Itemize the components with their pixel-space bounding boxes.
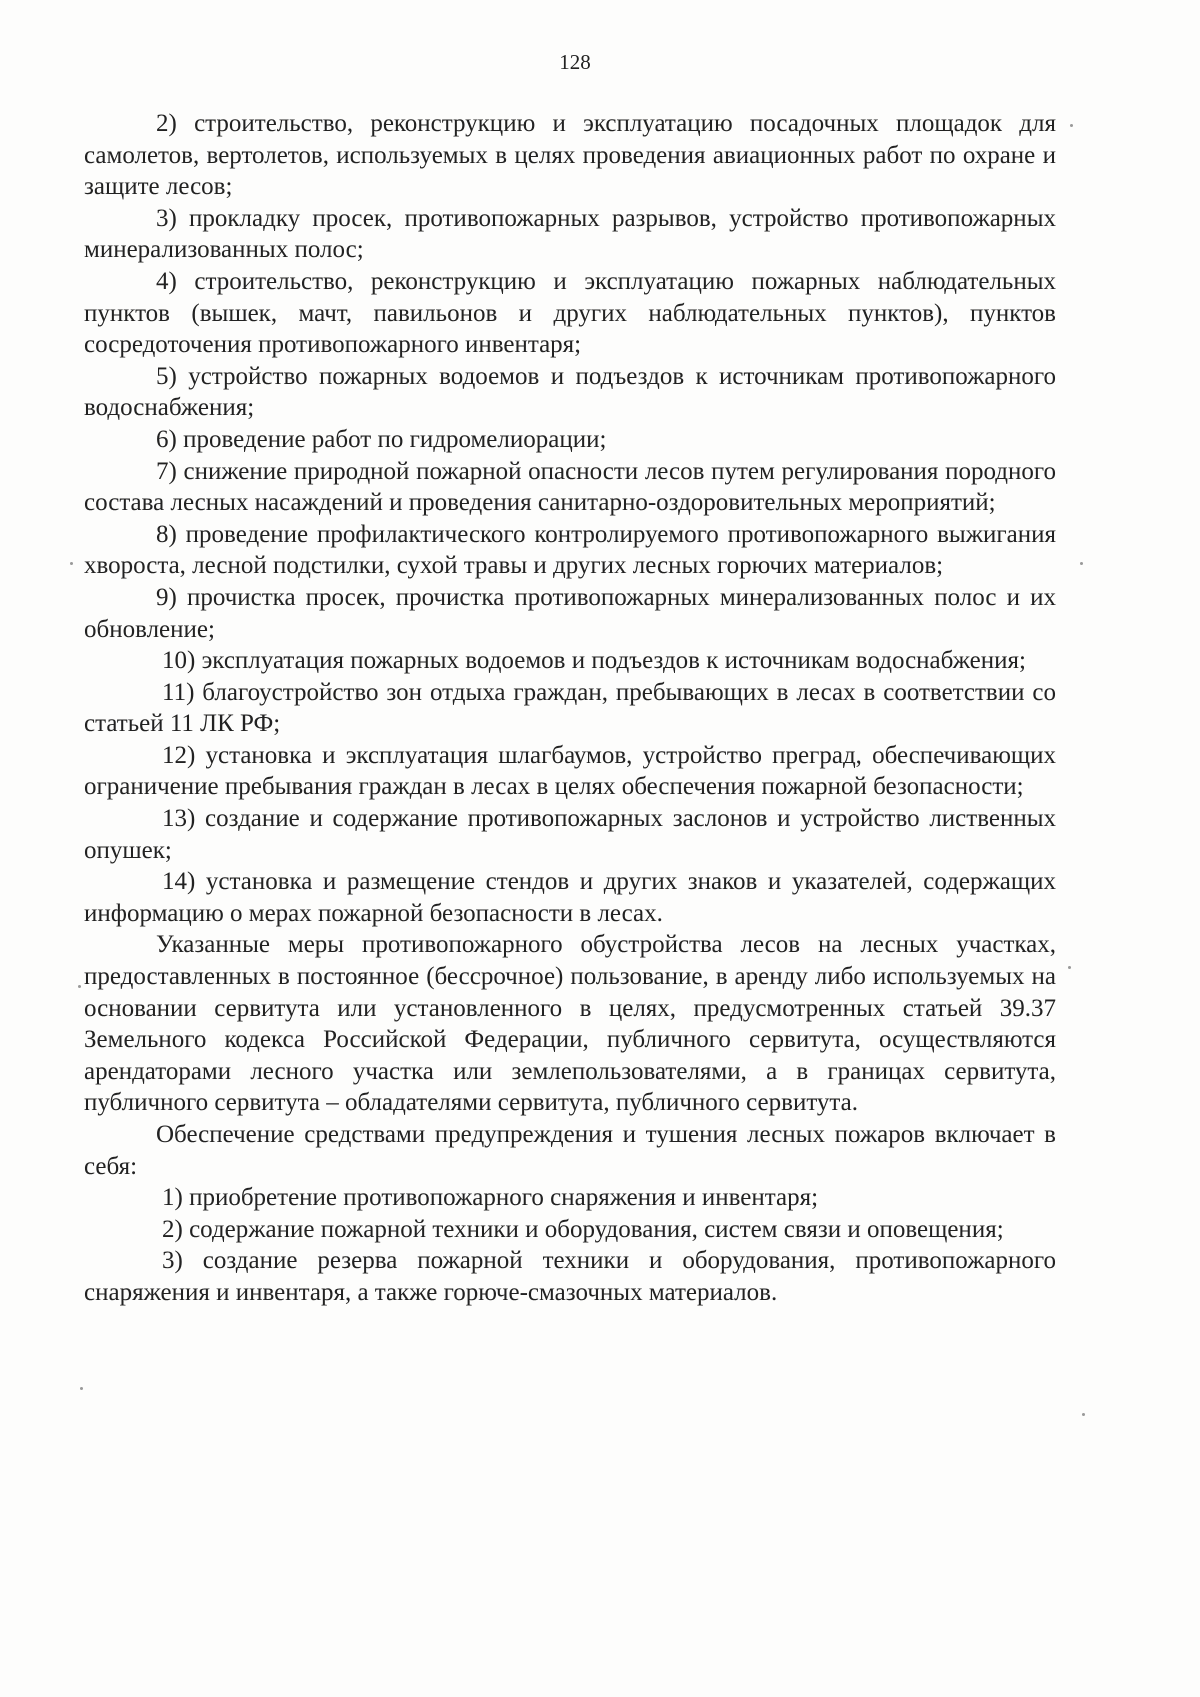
means-item-2: 2) содержание пожарной техники и оборудования, систем связи и оповещения; [162,1215,1004,1243]
list-item-7: 7) снижение природной пожарной опасности лесов путем регулирования породного состава лесных насаждений и проведения санитарно-оздоровительных мероприятий; [84,457,1056,517]
means-item-3: 3) создание резерва пожарной техники и оборудования, противопожарного снаряжения и инвентаря, а также горюче-смазочных материалов. [84,1247,1056,1306]
list-item-6: 6) проведение работ по гидромелиорации; [156,425,607,453]
page-number: 128 [559,50,591,74]
list-item-10: 10) эксплуатация пожарных водоемов и подъездов к источникам водоснабжения; [162,647,1026,675]
scan-speck [70,562,73,565]
paragraph-provision-means: Обеспечение средствами предупреждения и тушения лесных пожаров включает в себя: [84,1121,1056,1180]
list-item-3: 3) прокладку просек, противопожарных разрывов, устройство противопожарных минерализованных полос; [84,204,1056,264]
list-item-14: 14) установка и размещение стендов и других знаков и указателей, содержащих информацию о мерах пожарной безопасности в лесах. [84,868,1056,927]
scan-speck [78,985,81,988]
paragraph-arrangement-measures: Указанные меры противопожарного обустройства лесов на лесных участках, предоставленных в постоянное (бессрочное) пользование, в аренду либо используемых на основании сервитута или установленного в целях, предусмотренных статьей 39.37 Земельного кодекса Российской Федерации, публичного сервитута, осуществляются арендаторами лесного участка или землепользователями, а в границах сервитута, публичного сервитута – обладателями сервитута, публичного сервитута. [84,931,1056,1117]
scan-speck [1068,966,1071,969]
scan-speck [80,1387,83,1390]
scan-speck [1070,124,1073,127]
scan-speck [1082,1413,1085,1416]
list-item-12: 12) установка и эксплуатация шлагбаумов, устройство преград, обеспечивающих ограничение пребывания граждан в лесах в целях обеспечения пожарной безопасности; [84,741,1056,801]
document-body [84,108,1056,1309]
list-item-2: 2) строительство, реконструкцию и эксплуатацию посадочных площадок для самолетов, вертолетов, используемых в целях проведения авиационных работ по охране и защите лесов; [84,110,1056,201]
list-item-13: 13) создание и содержание противопожарных заслонов и устройство лиственных опушек; [84,805,1056,864]
scan-speck [1080,562,1083,565]
list-item-5: 5) устройство пожарных водоемов и подъездов к источникам противопожарного водоснабжения; [84,362,1056,422]
list-item-9: 9) прочистка просек, прочистка противопожарных минерализованных полос и их обновление; [84,583,1056,643]
means-item-1: 1) приобретение противопожарного снаряжения и инвентаря; [162,1184,819,1212]
list-item-4: 4) строительство, реконструкцию и эксплуатацию пожарных наблюдательных пунктов (вышек, мачт, павильонов и других наблюдательных пунктов), пунктов сосредоточения противопожарного инвентаря; [84,267,1056,359]
list-item-11: 11) благоустройство зон отдыха граждан, пребывающих в лесах в соответствии со статьей 11 ЛК РФ; [84,678,1056,738]
list-item-8: 8) проведение профилактического контролируемого противопожарного выжигания хвороста, лесной подстилки, сухой травы и других лесных горючих материалов; [84,520,1056,580]
